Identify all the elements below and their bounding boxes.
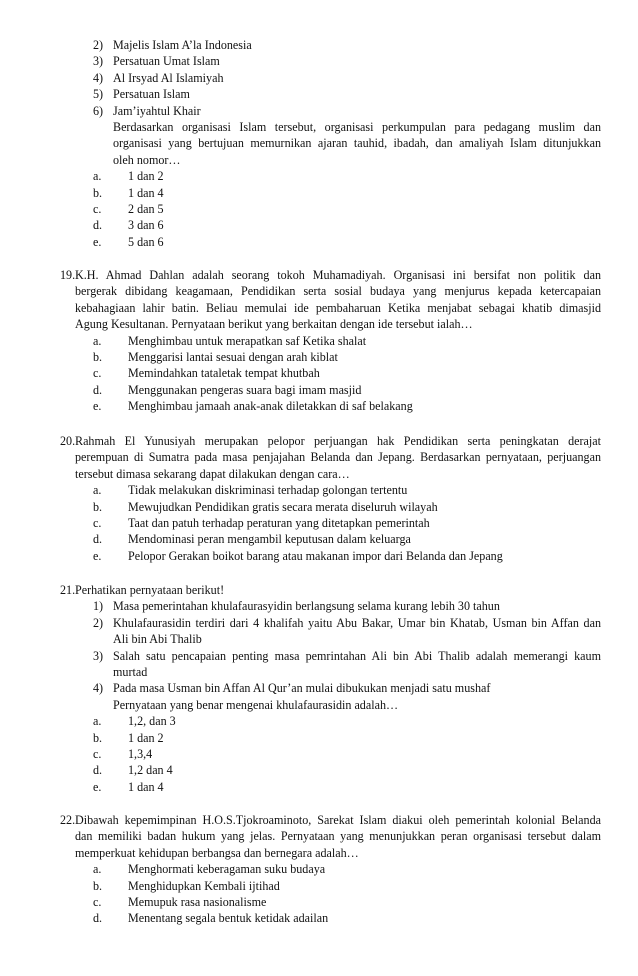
list-item: 1) Masa pemerintahan khulafaurasyidin berlangsung selama kurang lebih 30 tahun bbox=[93, 599, 500, 614]
question-stem: Pernyataan yang benar mengenai khulafaurasidin adalah… bbox=[113, 697, 399, 712]
option-a: a. 1,2, dan 3 bbox=[93, 714, 176, 729]
option-b: b. 1 dan 2 bbox=[93, 730, 164, 745]
option-b: b. 1 dan 4 bbox=[93, 185, 164, 200]
list-item: 3) Persatuan Umat Islam bbox=[93, 54, 220, 69]
question-22 bbox=[0, 812, 638, 927]
option-d: d. 1,2 dan 4 bbox=[93, 763, 173, 778]
option-b: b. Menghidupkan Kembali ijtihad bbox=[93, 878, 280, 893]
option-a: a. Tidak melakukan diskriminasi terhadap golongan tertentu bbox=[93, 483, 408, 498]
question-stem: 19. K.H. Ahmad Dahlan adalah seorang tokoh Muhamadiyah. Organisasi ini bersifat non politik dan bbox=[60, 268, 601, 282]
question-stem: tersebut dimasa sekarang dapat dilakukan dengan cara… bbox=[75, 466, 350, 481]
option-c: c. 1,3,4 bbox=[93, 746, 153, 761]
option-e: e. 1 dan 4 bbox=[93, 779, 164, 794]
option-d: d. Mendominasi peran mengambil keputusan dalam keluarga bbox=[93, 532, 411, 547]
list-item: 2) Majelis Islam A’la Indonesia bbox=[93, 38, 252, 52]
list-item-continuation: Ali bin Abi Thalib bbox=[113, 632, 202, 647]
question-20 bbox=[0, 433, 638, 564]
option-c: c. Taat dan patuh terhadap peraturan yang ditetapkan pemerintah bbox=[93, 515, 430, 530]
option-a: a. 1 dan 2 bbox=[93, 169, 164, 184]
question-stem: memperkuat kehidupan berbangsa dan bernegara adalah… bbox=[75, 845, 359, 860]
list-item: 4) Pada masa Usman bin Affan Al Qur’an mulai dibukukan menjadi satu mushaf bbox=[93, 681, 491, 696]
question-stem: bergerak dibidang keagamaan, Pendidikan serta sosial budaya yang menjurus kepada ketercapaian bbox=[75, 284, 601, 299]
option-c: c. 2 dan 5 bbox=[93, 201, 164, 216]
option-e: e. 5 dan 6 bbox=[93, 234, 164, 249]
question-stem: Agung Kesultanan. Pernyataan berikut yang berkaitan dengan ide tersebut ialah… bbox=[75, 317, 473, 332]
option-d: d. 3 dan 6 bbox=[93, 218, 164, 233]
option-b: b. Mewujudkan Pendidikan gratis secara merata diseluruh wilayah bbox=[93, 499, 438, 514]
list-item: 6) Jam’iyahtul Khair bbox=[93, 103, 201, 118]
question-stem: 21. Perhatikan pernyataan berikut! bbox=[60, 583, 225, 597]
list-item: 2) Khulafaurasidin terdiri dari 4 khalifah yaitu Abu Bakar, Umar bin Khatab, Usman bin Affan dan bbox=[93, 615, 601, 630]
question-stem: dan memiliki badan hukum yang jelas. Pernyataan yang menunjukkan peran organisasi tersebut dalam bbox=[75, 829, 601, 844]
option-c: c. Memupuk rasa nasionalisme bbox=[93, 894, 267, 909]
list-item: 4) Al Irsyad Al Islamiyah bbox=[93, 70, 224, 85]
option-d: d. Menentang segala bentuk ketidak adailan bbox=[93, 911, 329, 926]
question-stem: perempuan di Sumatra pada masa penjajahan Belanda dan Jepang. Berdasarkan pernyataan, perjuangan bbox=[75, 450, 601, 465]
option-a: a. Menghormati keberagaman suku budaya bbox=[93, 862, 326, 877]
question-stem: 22. Dibawah kepemimpinan H.O.S.Tjokroaminoto, Sarekat Islam diakui oleh pemerintah kolonial Belanda bbox=[60, 813, 601, 827]
question-21 bbox=[0, 582, 638, 795]
question-18 bbox=[0, 37, 638, 250]
option-a: a. Menghimbau untuk merapatkan saf Ketika shalat bbox=[93, 333, 367, 348]
question-19 bbox=[0, 267, 638, 415]
question-stem: organisasi yang bertujuan memurnikan ajaran tauhid, ibadah, dan amaliyah Islam ditunjukkan bbox=[113, 136, 601, 151]
option-e: e. Menghimbau jamaah anak-anak diletakkan di saf belakang bbox=[93, 399, 413, 414]
option-b: b. Menggarisi lantai sesuai dengan arah kiblat bbox=[93, 349, 338, 364]
option-d: d. Menggunakan pengeras suara bagi imam masjid bbox=[93, 382, 362, 397]
question-stem: oleh nomor… bbox=[113, 152, 181, 167]
question-stem: Berdasarkan organisasi Islam tersebut, organisasi perkumpulan para pedagang muslim dan bbox=[113, 119, 601, 134]
question-stem: 20. Rahmah El Yunusiyah merupakan pelopor perjuangan hak Pendidikan serta peningkatan derajat bbox=[60, 434, 601, 448]
option-c: c. Memindahkan tataletak tempat khutbah bbox=[93, 366, 320, 381]
question-stem: kebahagiaan lahir batin. Beliau memulai ide pembaharuan Ketika menjabat sebagai khatib dimasjid bbox=[75, 300, 601, 315]
list-item-continuation: murtad bbox=[113, 664, 148, 679]
list-item: 3) Salah satu pencapaian penting masa pemrintahan Ali bin Abi Thalib adalah memerangi kaum bbox=[93, 648, 601, 663]
list-item: 5) Persatuan Islam bbox=[93, 87, 190, 102]
option-e: e. Pelopor Gerakan boikot barang atau makanan impor dari Belanda dan Jepang bbox=[93, 548, 503, 563]
